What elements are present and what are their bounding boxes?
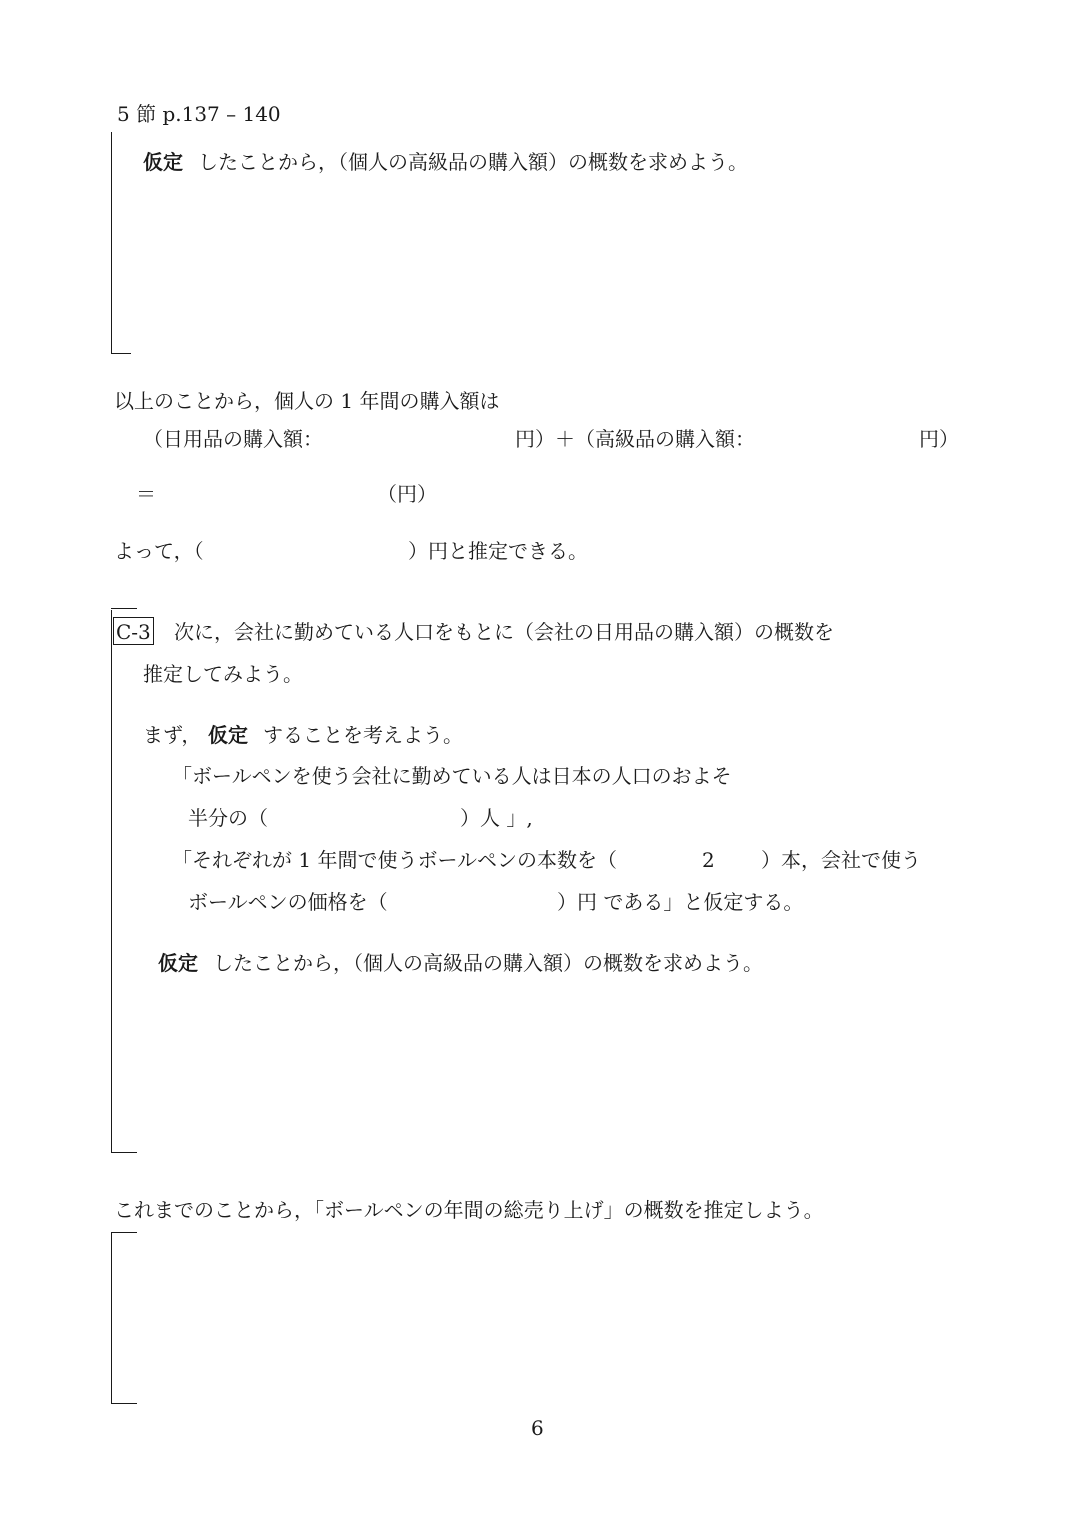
luxury-goods-label: 円）＋（高級品の購入額： <box>515 427 755 451</box>
c3-bracket-top <box>111 608 137 609</box>
conclusion-start: よって，（ <box>114 539 204 563</box>
summary-intro: 以上のことから，個人の 1 年間の購入額は <box>114 389 500 413</box>
first-keyword: 仮定 <box>208 723 248 747</box>
page-number: 6 <box>531 1416 544 1440</box>
c3-bracket-left <box>111 610 112 1153</box>
yen-unit: （円） <box>377 482 437 506</box>
equals-sign: ＝ <box>136 482 156 506</box>
conclusion-end: ）円と推定できる。 <box>408 539 588 563</box>
assumption-line2-end: ）人 」, <box>460 806 533 830</box>
answer-bracket-bottom <box>111 353 131 354</box>
final-prompt: これまでのことから，「ボールペンの年間の総売り上げ」の概数を推定しよう。 <box>114 1198 824 1222</box>
first-prefix: まず， <box>143 723 202 747</box>
pen-count-value: 2 <box>702 848 715 872</box>
c3-instruction-line1: 次に，会社に勤めている人口をもとに（会社の日用品の購入額）の概数を <box>174 620 834 644</box>
assumption-line3-start: 「それぞれが 1 年間で使うボールペンの本数を（ <box>172 848 618 872</box>
yen-close-paren: 円） <box>919 427 959 451</box>
assumption-prompt: したことから，（個人の高級品の購入額）の概数を求めよう。 <box>198 150 748 174</box>
final-bracket-left <box>111 1233 112 1404</box>
c3-assumption-prompt: したことから，（個人の高級品の購入額）の概数を求めよう。 <box>213 951 763 975</box>
section-reference: 5 節 p.137 – 140 <box>117 102 281 126</box>
daily-goods-label: （日用品の購入額： <box>143 427 323 451</box>
answer-bracket-left <box>111 132 112 354</box>
final-bracket-bottom <box>111 1403 137 1404</box>
c3-label: C-3 <box>113 617 154 645</box>
c3-instruction-line2: 推定してみよう。 <box>143 662 303 686</box>
assumption-line2-start: 半分の（ <box>188 806 268 830</box>
c3-assumption-keyword: 仮定 <box>158 951 198 975</box>
assumption-line1: 「ボールペンを使う会社に勤めている人は日本の人口のおよそ <box>172 764 732 788</box>
final-bracket-top <box>111 1232 137 1233</box>
assumption-line4-start: ボールペンの価格を（ <box>188 890 388 914</box>
assumption-keyword: 仮定 <box>143 150 183 174</box>
assumption-line4-end: ）円 である」と仮定する。 <box>557 890 804 914</box>
first-suffix: することを考えよう。 <box>263 723 463 747</box>
c3-bracket-bottom <box>111 1152 137 1153</box>
assumption-line3-end: ）本，会社で使う <box>761 848 921 872</box>
